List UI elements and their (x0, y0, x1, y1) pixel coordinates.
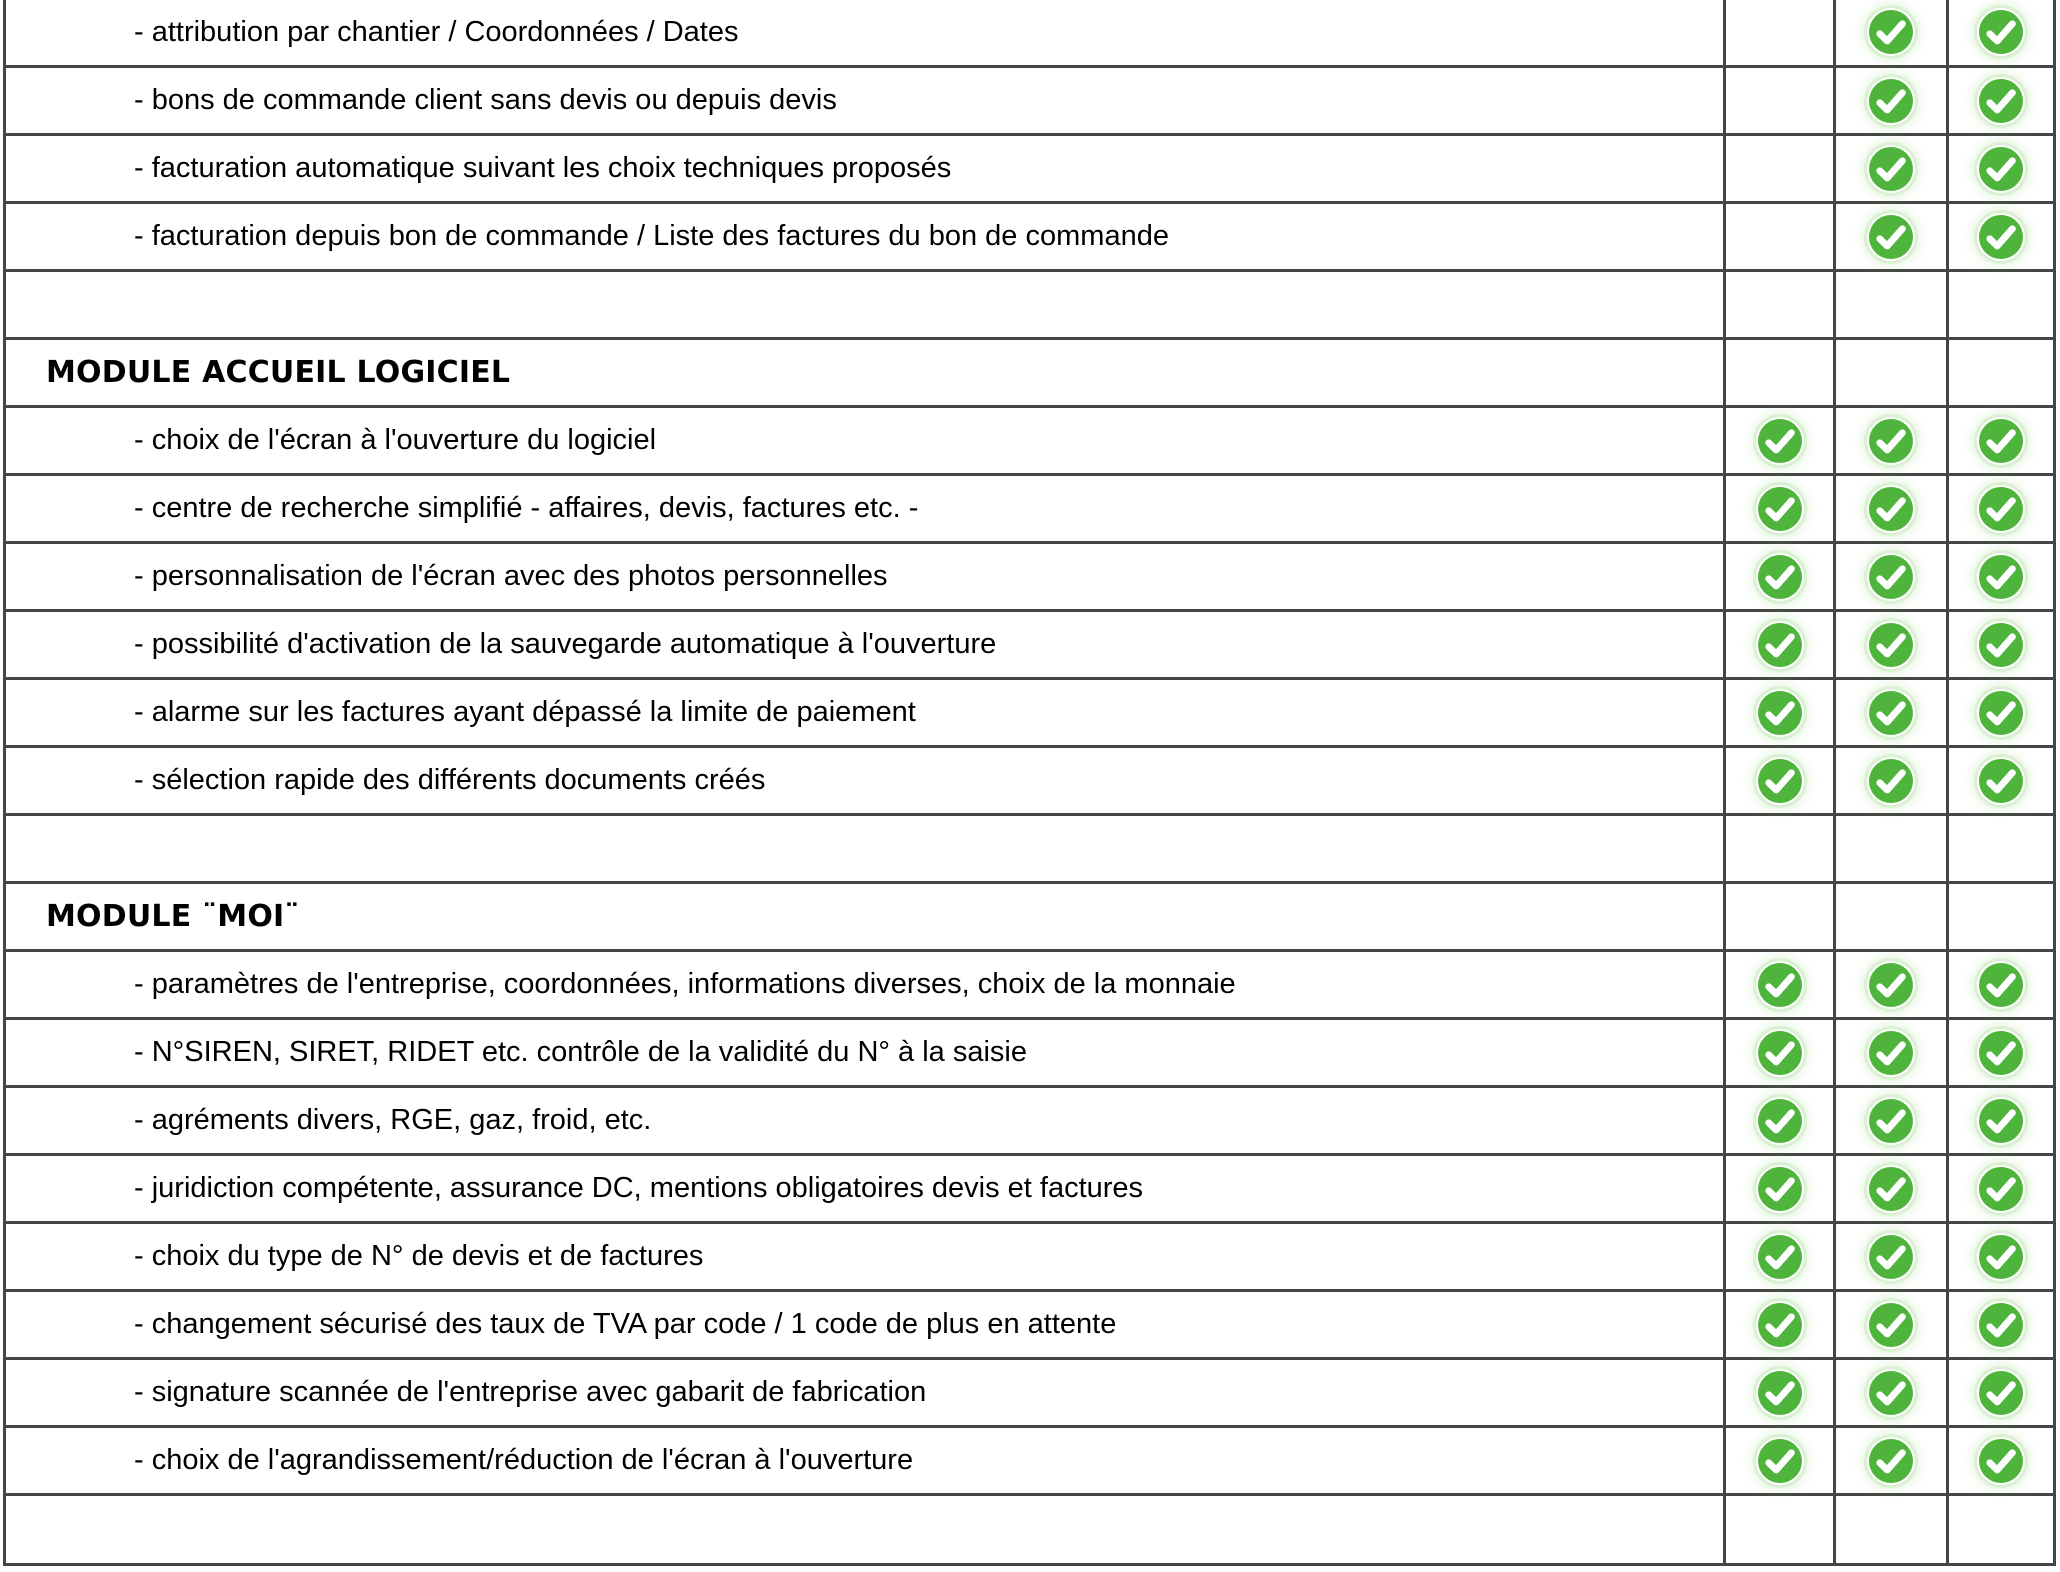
feature-label: - facturation depuis bon de commande / Liste des factures du bon de commande (134, 220, 1169, 252)
spacer-cell (5, 271, 1725, 339)
table-row (5, 951, 2055, 1019)
check-circle-icon (1756, 961, 1804, 1009)
check-circle-icon (1756, 1369, 1804, 1417)
check-cell (1725, 611, 1835, 679)
table-row (5, 407, 2055, 475)
check-cell (1948, 67, 2055, 135)
check-circle-icon (1977, 1233, 2025, 1281)
check-cell (1835, 203, 1948, 271)
feature-label: - choix du type de N° de devis et de factures (134, 1240, 704, 1272)
feature-label-cell (5, 679, 1725, 747)
feature-label-cell (5, 407, 1725, 475)
table-row (5, 1427, 2055, 1495)
table-row (5, 135, 2055, 203)
table-row (5, 1087, 2055, 1155)
feature-label-cell (5, 203, 1725, 271)
table-row (5, 0, 2055, 67)
check-cell (1948, 1087, 2055, 1155)
check-circle-icon (1977, 553, 2025, 601)
table-row (5, 679, 2055, 747)
check-cell (1835, 679, 1948, 747)
check-circle-icon (1977, 1301, 2025, 1349)
table-row (5, 203, 2055, 271)
check-cell (1948, 0, 2055, 67)
table-row (5, 271, 2055, 339)
table-row (5, 1155, 2055, 1223)
check-circle-icon (1977, 757, 2025, 805)
feature-label: - personnalisation de l'écran avec des photos personnelles (134, 560, 888, 592)
check-cell (1835, 1359, 1948, 1427)
check-cell (1948, 679, 2055, 747)
check-circle-icon (1867, 8, 1915, 56)
check-circle-icon (1756, 1165, 1804, 1213)
check-cell (1948, 611, 2055, 679)
feature-label: - sélection rapide des différents documents créés (134, 764, 766, 796)
check-cell (1725, 475, 1835, 543)
check-circle-icon (1867, 1301, 1915, 1349)
feature-label-cell (5, 67, 1725, 135)
feature-label: - juridiction compétente, assurance DC, mentions obligatoires devis et factures (134, 1172, 1144, 1204)
feature-label-cell (5, 1359, 1725, 1427)
check-circle-icon (1867, 689, 1915, 737)
feature-label-cell (5, 0, 1725, 67)
check-circle-icon (1977, 1029, 2025, 1077)
check-cell (1948, 1155, 2055, 1223)
check-cell (1835, 407, 1948, 475)
feature-label-cell (5, 951, 1725, 1019)
check-cell (1835, 475, 1948, 543)
check-cell (1725, 1359, 1835, 1427)
module-header-cell (5, 339, 1725, 407)
check-cell (1725, 1291, 1835, 1359)
check-circle-icon (1867, 485, 1915, 533)
empty-check-cell (1725, 203, 1835, 271)
check-circle-icon (1977, 961, 2025, 1009)
table-row (5, 1359, 2055, 1427)
spacer-cell (5, 1495, 1725, 1565)
empty-check-cell (1835, 271, 1948, 339)
check-cell (1835, 1223, 1948, 1291)
feature-label: - facturation automatique suivant les choix techniques proposés (134, 152, 952, 184)
empty-check-cell (1948, 339, 2055, 407)
feature-label: - alarme sur les factures ayant dépassé la limite de paiement (134, 696, 916, 728)
check-cell (1948, 203, 2055, 271)
check-cell (1948, 543, 2055, 611)
check-circle-icon (1867, 77, 1915, 125)
check-circle-icon (1977, 1369, 2025, 1417)
table-row (5, 883, 2055, 951)
check-circle-icon (1977, 1097, 2025, 1145)
check-cell (1835, 135, 1948, 203)
check-circle-icon (1867, 1233, 1915, 1281)
feature-label: - paramètres de l'entreprise, coordonnées, informations diverses, choix de la monnaie (134, 968, 1236, 1000)
check-cell (1835, 1087, 1948, 1155)
empty-check-cell (1835, 339, 1948, 407)
check-cell (1835, 1427, 1948, 1495)
table-row (5, 1291, 2055, 1359)
table-row (5, 1223, 2055, 1291)
check-cell (1835, 1291, 1948, 1359)
feature-label: - signature scannée de l'entreprise avec gabarit de fabrication (134, 1376, 927, 1408)
check-circle-icon (1756, 757, 1804, 805)
check-circle-icon (1867, 417, 1915, 465)
check-cell (1948, 951, 2055, 1019)
empty-check-cell (1948, 883, 2055, 951)
check-cell (1948, 407, 2055, 475)
check-circle-icon (1977, 689, 2025, 737)
feature-table-body (5, 0, 2055, 1565)
check-cell (1725, 407, 1835, 475)
check-circle-icon (1867, 145, 1915, 193)
empty-check-cell (1725, 67, 1835, 135)
check-circle-icon (1756, 1437, 1804, 1485)
module-header-label: MODULE ACCUEIL LOGICIEL (46, 355, 511, 390)
check-cell (1835, 611, 1948, 679)
feature-label: - bons de commande client sans devis ou depuis devis (134, 84, 837, 116)
check-cell (1725, 1223, 1835, 1291)
check-circle-icon (1867, 213, 1915, 261)
feature-label-cell (5, 543, 1725, 611)
table-row (5, 1019, 2055, 1087)
feature-label: - centre de recherche simplifié - affaires, devis, factures etc. - (134, 492, 919, 524)
check-circle-icon (1756, 621, 1804, 669)
feature-label: - N°SIREN, SIRET, RIDET etc. contrôle de la validité du N° à la saisie (134, 1036, 1027, 1068)
table-row (5, 475, 2055, 543)
check-circle-icon (1756, 417, 1804, 465)
feature-label-cell (5, 1019, 1725, 1087)
check-circle-icon (1977, 485, 2025, 533)
check-cell (1725, 1427, 1835, 1495)
check-cell (1725, 1087, 1835, 1155)
feature-label: - attribution par chantier / Coordonnées / Dates (134, 15, 739, 48)
table-row (5, 543, 2055, 611)
check-cell (1725, 679, 1835, 747)
empty-check-cell (1725, 339, 1835, 407)
check-cell (1725, 543, 1835, 611)
check-circle-icon (1756, 1301, 1804, 1349)
check-circle-icon (1977, 77, 2025, 125)
table-row (5, 339, 2055, 407)
check-circle-icon (1756, 553, 1804, 601)
check-circle-icon (1867, 757, 1915, 805)
check-cell (1835, 0, 1948, 67)
feature-label-cell (5, 1223, 1725, 1291)
check-cell (1835, 747, 1948, 815)
check-cell (1948, 1427, 2055, 1495)
check-cell (1948, 475, 2055, 543)
spacer-cell (5, 815, 1725, 883)
empty-check-cell (1948, 271, 2055, 339)
feature-label-cell (5, 1427, 1725, 1495)
table-row (5, 611, 2055, 679)
feature-label-cell (5, 1291, 1725, 1359)
check-circle-icon (1867, 961, 1915, 1009)
table-row (5, 67, 2055, 135)
check-circle-icon (1756, 1097, 1804, 1145)
empty-check-cell (1725, 271, 1835, 339)
empty-check-cell (1725, 0, 1835, 67)
check-cell (1948, 747, 2055, 815)
feature-label: - possibilité d'activation de la sauvegarde automatique à l'ouverture (134, 628, 997, 660)
feature-label-cell (5, 1087, 1725, 1155)
feature-label: - agréments divers, RGE, gaz, froid, etc. (134, 1104, 652, 1136)
check-circle-icon (1756, 1029, 1804, 1077)
check-circle-icon (1977, 213, 2025, 261)
check-circle-icon (1867, 1097, 1915, 1145)
check-cell (1835, 1155, 1948, 1223)
check-cell (1948, 1291, 2055, 1359)
empty-check-cell (1725, 815, 1835, 883)
feature-label: - changement sécurisé des taux de TVA par code / 1 code de plus en attente (134, 1308, 1117, 1340)
table-row (5, 815, 2055, 883)
feature-comparison-table (3, 0, 2056, 1566)
check-cell (1835, 951, 1948, 1019)
module-header-label: MODULE ¨MOI¨ (46, 899, 300, 934)
check-circle-icon (1867, 621, 1915, 669)
check-cell (1725, 951, 1835, 1019)
feature-label-cell (5, 475, 1725, 543)
check-circle-icon (1977, 417, 2025, 465)
check-circle-icon (1977, 145, 2025, 193)
empty-check-cell (1725, 1495, 1835, 1565)
check-circle-icon (1756, 1233, 1804, 1281)
check-circle-icon (1867, 1437, 1915, 1485)
table-row (5, 1495, 2055, 1565)
module-header-cell (5, 883, 1725, 951)
feature-label: - choix de l'agrandissement/réduction de l'écran à l'ouverture (134, 1444, 914, 1476)
check-cell (1948, 135, 2055, 203)
check-cell (1948, 1223, 2055, 1291)
check-cell (1948, 1019, 2055, 1087)
feature-label-cell (5, 1155, 1725, 1223)
empty-check-cell (1835, 815, 1948, 883)
check-cell (1725, 747, 1835, 815)
check-circle-icon (1977, 1165, 2025, 1213)
empty-check-cell (1725, 135, 1835, 203)
feature-label-cell (5, 747, 1725, 815)
check-cell (1835, 1019, 1948, 1087)
check-cell (1948, 1359, 2055, 1427)
check-circle-icon (1756, 689, 1804, 737)
check-circle-icon (1977, 621, 2025, 669)
check-circle-icon (1977, 1437, 2025, 1485)
empty-check-cell (1835, 883, 1948, 951)
check-cell (1835, 67, 1948, 135)
check-cell (1725, 1019, 1835, 1087)
table-row (5, 747, 2055, 815)
check-circle-icon (1867, 1369, 1915, 1417)
check-circle-icon (1867, 1165, 1915, 1213)
empty-check-cell (1948, 815, 2055, 883)
empty-check-cell (1725, 883, 1835, 951)
empty-check-cell (1948, 1495, 2055, 1565)
feature-label-cell (5, 611, 1725, 679)
feature-label: - choix de l'écran à l'ouverture du logiciel (134, 424, 657, 456)
feature-label-cell (5, 135, 1725, 203)
check-cell (1725, 1155, 1835, 1223)
check-circle-icon (1977, 8, 2025, 56)
check-circle-icon (1867, 553, 1915, 601)
check-cell (1835, 543, 1948, 611)
empty-check-cell (1835, 1495, 1948, 1565)
check-circle-icon (1756, 485, 1804, 533)
check-circle-icon (1867, 1029, 1915, 1077)
